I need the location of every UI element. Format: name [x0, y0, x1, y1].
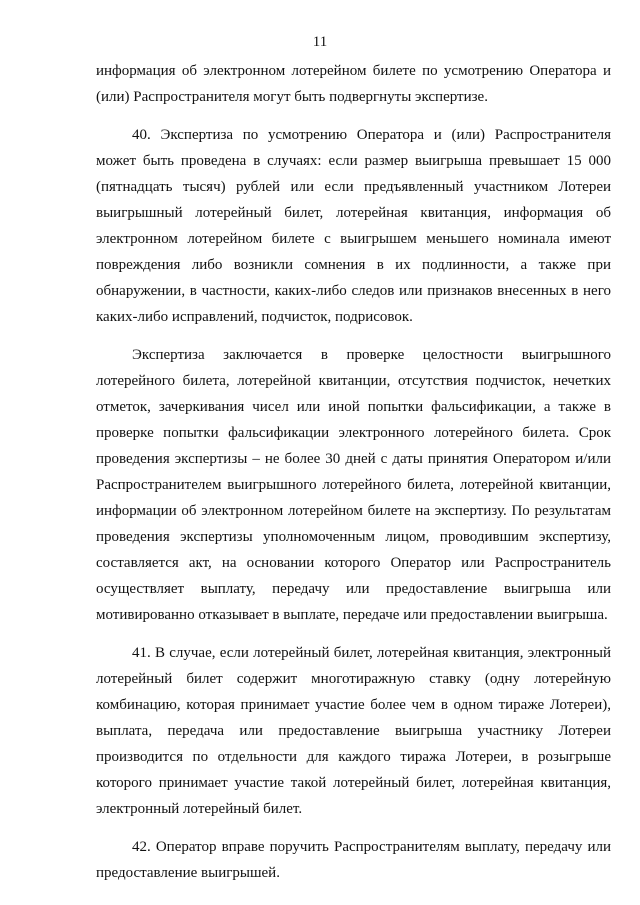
paragraph-continuation: информация об электронном лотерейном билете по усмотрению Оператора и (или) Распространителя могут быть подвергнуты экспертизе. — [96, 63, 611, 105]
document-body — [96, 58, 611, 898]
paragraph-40: 40. Экспертиза по усмотрению Оператора и (или) Распространителя может быть проведена в случаях: если размер выигрыша превышает 15 000 (пятнадцать тысяч) рублей или если предъявленный участником Лотереи выигрышный лотерейный билет, лотерейная квитанция, информация об электронном лотерейном билете с выигрышем меньшего номинала имеют повреждения либо возникли сомнения в их подлинности, а также при обнаружении, в частности, каких-либо следов или признаков внесенных в него каких-либо исправлений, подчисток, подрисовок. — [96, 127, 611, 325]
paragraph-41: 41. В случае, если лотерейный билет, лотерейная квитанция, электронный лотерейный билет содержит многотиражную ставку (одну лотерейную комбинацию, которая принимает участие более чем в одном тираже Лотереи), выплата, передача или предоставление выигрыша участнику Лотереи производится по отдельности для каждого тиража Лотереи, в розыгрыше которого принимает участие такой лотерейный билет, лотерейная квитанция, электронный лотерейный билет. — [96, 645, 611, 817]
paragraph-42: 42. Оператор вправе поручить Распространителям выплату, передачу или предоставление выигрышей. — [96, 839, 611, 881]
page-number: 11 — [312, 34, 328, 50]
paragraph-expertise-details: Экспертиза заключается в проверке целостности выигрышного лотерейного билета, лотерейной квитанции, отсутствия подчисток, нечетких отметок, зачеркивания чисел или иной попытки фальсификации, а также в проверке попытки фальсификации электронного лотерейного билета. Срок проведения экспертизы – не более 30 дней с даты принятия Оператором и/или Распространителем выигрышного лотерейного билета, лотерейной квитанции, информации об электронном лотерейном билете на экспертизу. По результатам проведения экспертизы уполномоченным лицом, проводившим экспертизу, составляется акт, на основании которого Оператор или Распространитель осуществляет выплату, передачу или предоставление выигрыша или мотивированно отказывает в выплате, передаче или предоставлении выигрыша. — [96, 347, 611, 623]
